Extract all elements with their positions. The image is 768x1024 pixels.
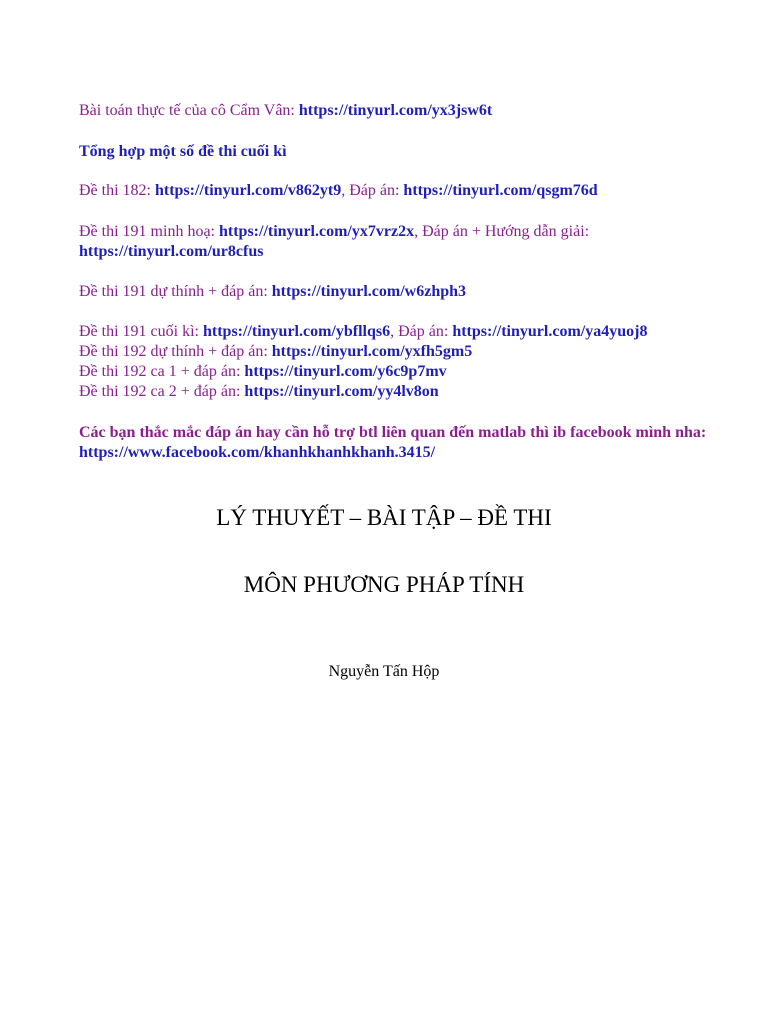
- intro-link[interactable]: https://tinyurl.com/yx3jsw6t: [298, 102, 493, 119]
- exam-191-final-link[interactable]: https://tinyurl.com/ybfllqs6: [202, 323, 391, 340]
- exam-191-sample-answer-label: , Đáp án + Hướng dẫn giải:: [414, 223, 590, 240]
- exam-192-shift1-link[interactable]: https://tinyurl.com/y6c9p7mv: [244, 363, 447, 380]
- exam-191-sample-link[interactable]: https://tinyurl.com/yx7vrz2x: [218, 223, 415, 240]
- facebook-link-line: [79, 443, 435, 463]
- document-title-line1: LÝ THUYẾT – BÀI TẬP – ĐỀ THI: [216, 505, 552, 530]
- exam-191-audit-line: [79, 282, 466, 302]
- exam-191-sample-answer-link[interactable]: https://tinyurl.com/ur8cfus: [79, 243, 264, 260]
- facebook-note-line: [79, 423, 706, 443]
- exam-191-final-line: [79, 322, 647, 342]
- intro-line: [79, 101, 492, 121]
- exam-191-sample-label: Đề thi 191 minh hoạ:: [79, 223, 219, 240]
- exam-192-audit-link[interactable]: https://tinyurl.com/yxfh5gm5: [271, 343, 473, 360]
- exam-192-shift2-label: Đề thi 192 ca 2 + đáp án:: [79, 383, 245, 400]
- intro-label: Bài toán thực tế của cô Cẩm Vân:: [79, 102, 299, 119]
- exam-192-shift1-label: Đề thi 192 ca 1 + đáp án:: [79, 363, 245, 380]
- exam-summary-heading: [79, 142, 287, 162]
- facebook-link[interactable]: https://www.facebook.com/khanhkhanhkhanh.3415/: [79, 444, 436, 461]
- exam-192-shift1-line: [79, 362, 447, 382]
- exam-191-sample-line: [79, 222, 589, 242]
- exam-summary-label: Tổng hợp một số đề thi cuối kì: [79, 143, 287, 160]
- exam-191-final-label: Đề thi 191 cuối kì:: [79, 323, 203, 340]
- exam-191-final-answer-link[interactable]: https://tinyurl.com/ya4yuoj8: [452, 323, 648, 340]
- document-author: Nguyễn Tấn Hộp: [328, 663, 440, 680]
- document-title-line2: MÔN PHƯƠNG PHÁP TÍNH: [243, 572, 525, 597]
- exam-182-line: [79, 181, 598, 201]
- exam-191-audit-link[interactable]: https://tinyurl.com/w6zhph3: [271, 283, 467, 300]
- exam-191-final-answer-label: , Đáp án:: [390, 323, 453, 340]
- exam-192-shift2-link[interactable]: https://tinyurl.com/yy4lv8on: [244, 383, 439, 400]
- exam-182-link[interactable]: https://tinyurl.com/v862yt9: [155, 182, 342, 199]
- facebook-note-label: Các bạn thắc mắc đáp án hay cần hỗ trợ btl liên quan đến matlab thì ib facebook mình nha:: [79, 424, 707, 441]
- exam-191-audit-label: Đề thi 191 dự thính + đáp án:: [79, 283, 272, 300]
- exam-182-label: Đề thi 182:: [79, 182, 155, 199]
- exam-192-shift2-line: [79, 382, 439, 402]
- exam-182-answer-link[interactable]: https://tinyurl.com/qsgm76d: [403, 182, 598, 199]
- exam-192-audit-line: [79, 342, 472, 362]
- exam-192-audit-label: Đề thi 192 dự thính + đáp án:: [79, 343, 272, 360]
- exam-191-sample-answer-line: [79, 242, 263, 262]
- exam-182-answer-label: , Đáp án:: [341, 182, 404, 199]
